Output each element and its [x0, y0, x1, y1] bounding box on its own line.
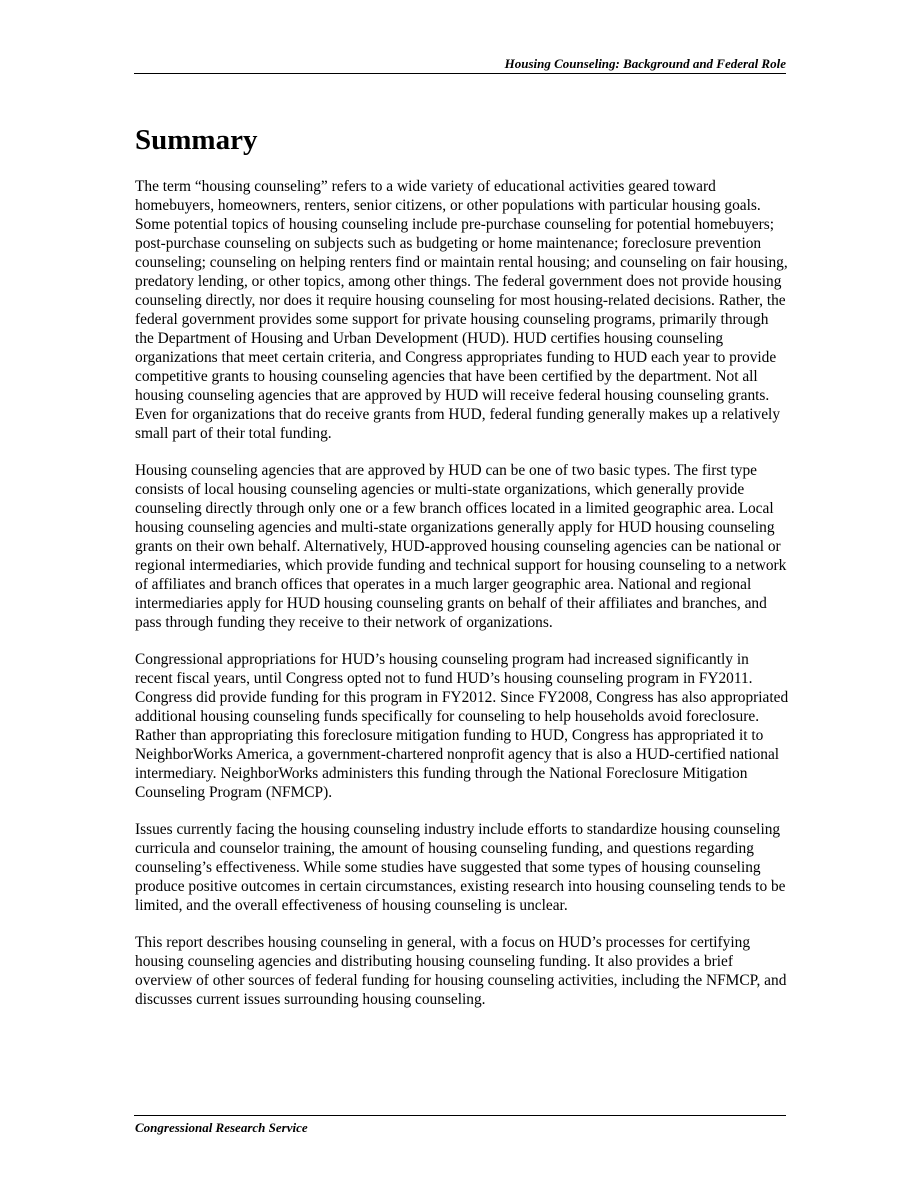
header-divider — [134, 73, 786, 74]
summary-body — [135, 177, 790, 1027]
paragraph-3: Congressional appropriations for HUD’s housing counseling program had increased significantly in recent fiscal years, until Congress opted not to fund HUD’s housing counseling program in FY2011. Congress did provide funding for this program in FY2012. Since FY2008, Congress has also appropriated additional housing counseling funds specifically for counseling to help households avoid foreclosure. Rather than appropriating this foreclosure mitigation funding to HUD, Congress has appropriated it to NeighborWorks America, a government-chartered nonprofit agency that is also a HUD-certified national intermediary. NeighborWorks administers this funding through the National Foreclosure Mitigation Counseling Program (NFMCP). — [135, 651, 789, 801]
paragraph-5: This report describes housing counseling in general, with a focus on HUD’s processes for certifying housing counseling agencies and distributing housing counseling funding. It also provides a brief overview of other sources of federal funding for housing counseling activities, including the NFMCP, and discusses current issues surrounding housing counseling. — [135, 934, 787, 1008]
running-header-title: Housing Counseling: Background and Federal Role — [504, 56, 786, 71]
paragraph-4: Issues currently facing the housing counseling industry include efforts to standardize housing counseling curricula and counselor training, the amount of housing counseling funding, and questions regarding counseling’s effectiveness. While some studies have suggested that some types of housing counseling produce positive outcomes in certain circumstances, existing research into housing counseling tends to be limited, and the overall effectiveness of housing counseling is unclear. — [135, 821, 786, 914]
page-title: Summary — [135, 124, 258, 156]
footer-divider — [134, 1115, 786, 1116]
paragraph-2: Housing counseling agencies that are approved by HUD can be one of two basic types. The first type consists of local housing counseling agencies or multi-state organizations, which generally provide counseling directly through only one or a few branch offices located in a limited geographic area. Local housing counseling agencies and multi-state organizations generally apply for HUD housing counseling grants on their own behalf. Alternatively, HUD-approved housing counseling agencies can be national or regional intermediaries, which provide funding and technical support for housing counseling to a network of affiliates and branch offices that operates in a much larger geographic area. National and regional intermediaries apply for HUD housing counseling grants on behalf of their affiliates and branches, and pass through funding they receive to their network of organizations. — [135, 462, 787, 631]
paragraph-1: The term “housing counseling” refers to a wide variety of educational activities geared toward homebuyers, homeowners, renters, senior citizens, or other populations with particular housing goals. Some potential topics of housing counseling include pre-purchase counseling for potential homebuyers; post-purchase counseling on subjects such as budgeting or home maintenance; foreclosure prevention counseling; counseling on helping renters find or maintain rental housing; and counseling on fair housing, predatory lending, or other topics, among other things. The federal government does not provide housing counseling directly, nor does it require housing counseling for most housing-related decisions. Rather, the federal government provides some support for private housing counseling programs, primarily through the Department of Housing and Urban Development (HUD). HUD certifies housing counseling organizations that meet certain criteria, and Congress appropriates funding to HUD each year to provide competitive grants to housing counseling agencies that have been certified by the department. Not all housing counseling agencies that are approved by HUD will receive federal housing counseling grants. Even for organizations that do receive grants from HUD, federal funding generally makes up a relatively small part of their total funding. — [135, 178, 788, 442]
running-footer-publisher: Congressional Research Service — [135, 1120, 308, 1135]
